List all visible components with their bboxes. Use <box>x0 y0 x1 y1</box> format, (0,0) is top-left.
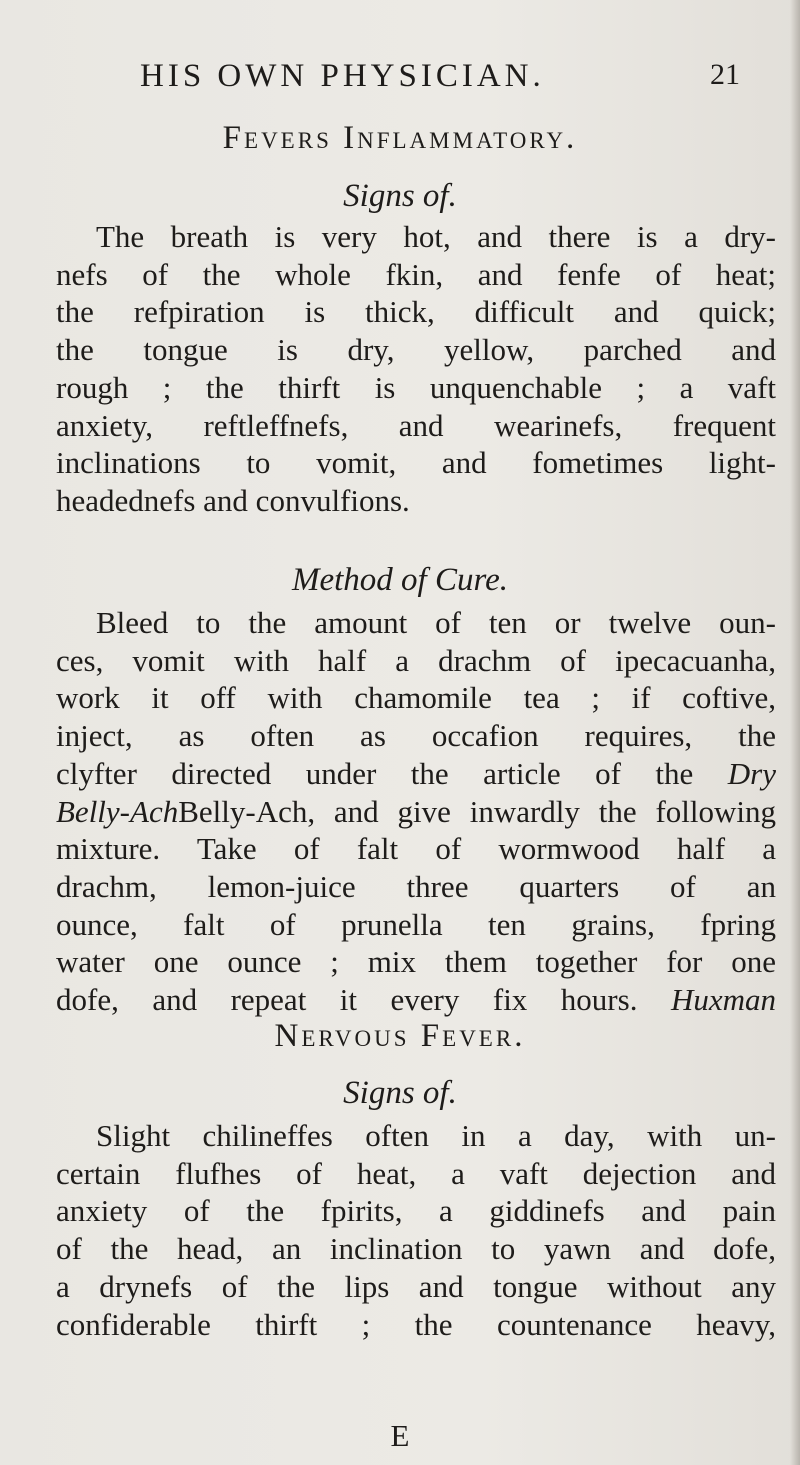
text-line: ces, vomit with half a drachm of ipecacuanha, <box>56 642 776 678</box>
running-head <box>140 58 740 98</box>
text-line: Bleed to the amount of ten or twelve oun- <box>96 605 776 640</box>
text-fragment: Belly-Ach, and give inwardly the following <box>178 793 776 829</box>
text-line: certain flufhes of heat, a vaft dejection and <box>56 1155 776 1191</box>
text-line: inclinations to vomit, and fometimes light- <box>56 445 776 481</box>
text-line: a drynefs of the lips and tongue without any <box>56 1268 776 1304</box>
text-line: Slight chilineffes often in a day, with un- <box>96 1118 776 1153</box>
running-head-title: HIS OWN PHYSICIAN. <box>140 58 545 94</box>
text-line: work it off with chamomile tea ; if coftive, <box>56 680 776 716</box>
text-line: the tongue is dry, yellow, parched and <box>56 332 776 368</box>
subheading-signs-of: Signs of. <box>343 178 457 214</box>
page-edge-shadow <box>790 0 800 1465</box>
subheading-signs-of-nervous: Signs of. <box>343 1075 457 1111</box>
text-line: water one ounce ; mix them together for one <box>56 944 776 980</box>
text-line: The breath is very hot, and there is a dry- <box>96 219 776 254</box>
text-line: of the head, an inclination to yawn and dofe, <box>56 1231 776 1267</box>
text-line <box>56 793 776 831</box>
paragraph-method-of-cure <box>56 604 776 1019</box>
section-heading-fevers-inflammatory: Fevers Inflammatory. <box>222 120 578 156</box>
page-number: 21 <box>710 58 740 91</box>
text-line: anxiety of the fpirits, a giddinefs and pain <box>56 1193 776 1229</box>
italic-author-huxman: Huxman <box>670 982 776 1018</box>
italic-term-belly-ach: Belly-Ach <box>56 793 179 829</box>
text-line: anxiety, reftleffnefs, and wearinefs, frequent <box>56 407 776 443</box>
text-line <box>56 981 776 1019</box>
catchword-signature: E <box>390 1418 410 1453</box>
text-line: the refpiration is thick, difficult and quick; <box>56 294 776 330</box>
text-fragment: dofe, and repeat it every fix hours. <box>56 982 671 1018</box>
text-line: mixture. Take of falt of wormwood half a <box>56 831 776 867</box>
subheading-method-of-cure: Method of Cure. <box>292 562 508 598</box>
text-line: headednefs and convulfions. <box>56 482 410 518</box>
italic-term-dry: Dry <box>727 755 776 791</box>
text-line: rough ; the thirft is unquenchable ; a vaft <box>56 369 776 405</box>
section-heading-nervous-fever: Nervous Fever. <box>274 1018 526 1054</box>
text-fragment: clyfter directed under the article of the <box>56 755 728 791</box>
text-line: nefs of the whole fkin, and fenfe of heat; <box>56 256 776 292</box>
text-line: ounce, falt of prunella ten grains, fpring <box>56 906 776 942</box>
text-line: drachm, lemon-juice three quarters of an <box>56 868 776 904</box>
paragraph-signs-nervous-fever <box>56 1117 776 1343</box>
paragraph-signs-fevers <box>56 218 776 520</box>
text-line: confiderable thirft ; the countenance heavy, <box>56 1306 776 1342</box>
text-line: inject, as often as occafion requires, the <box>56 718 776 754</box>
text-line <box>56 755 776 793</box>
